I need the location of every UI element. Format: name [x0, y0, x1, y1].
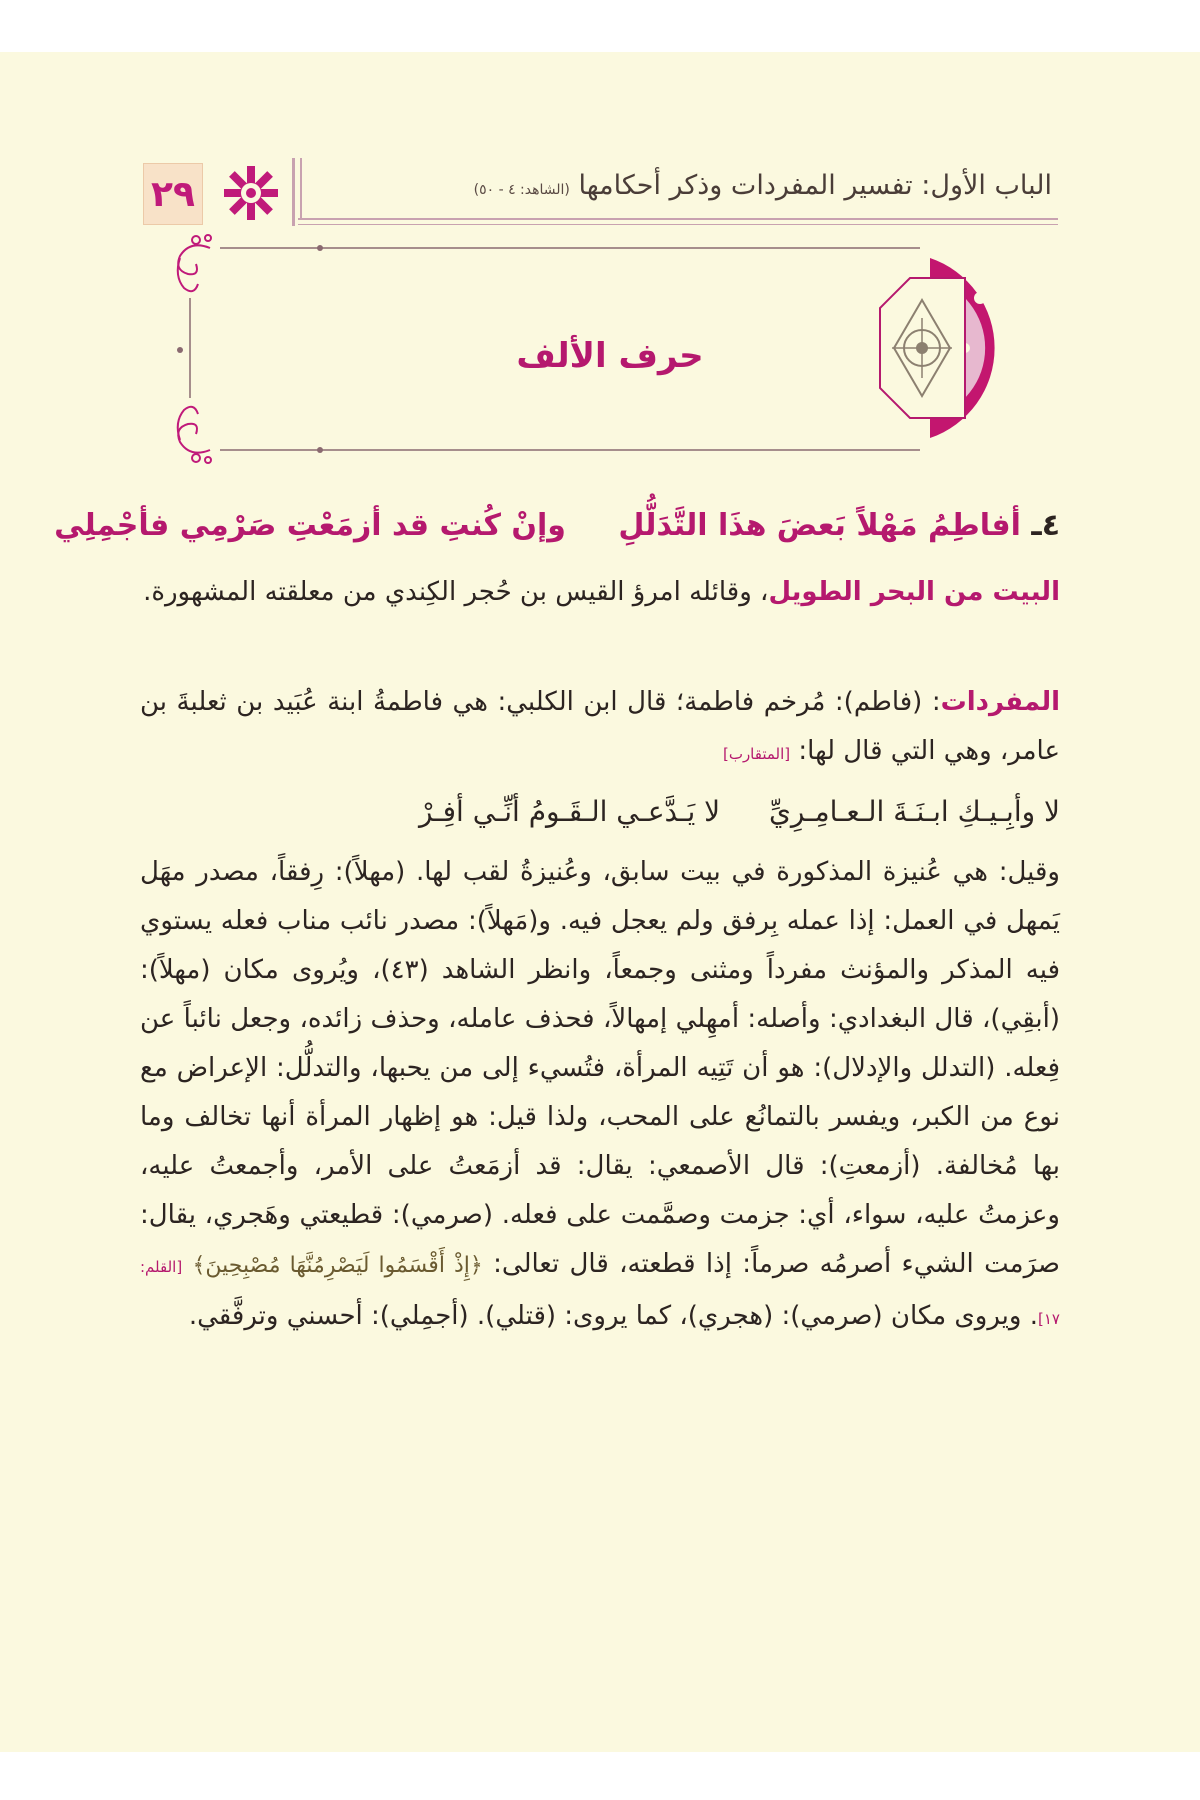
verse-hemistich-1: أفاطِمُ مَهْلاً بَعضَ هذَا التَّدَلُّلِ [618, 508, 1021, 543]
verse-number: ٤ـ [1031, 508, 1060, 543]
star-ornament-icon [220, 162, 282, 224]
explanation-text: وقيل: هي عُنيزة المذكورة في بيت سابق، وعُنيزةُ لقب لها. (مهلاً): رِفقاً، مصدر مهَل يَمهل في العمل: إذا عمله بِرفق ولم يعجل فيه. و(مَهلاً): مصدر نائب مناب فعله يستوي فيه المذكر والمؤنث مفرداً ومثنى وجمعاً، وانظر الشاهد (٤٣)، ويُروى مكان (مهلاً): (أبقِي)، قال البغدادي: وأصله: أمهِلي إمهالاً، فحذف عامله، وحذف زائده، وجعل نائباً عن فِعله. (التدلل والإدلال): هو أن تَتِيه المرأة، فتُسيء إلى من يحبها، والتدلُّل: الإعراض مع نوع من الكبر، ويفسر بالتمانُع على المحب، ولذا قيل: هو إظهار المرأة أنها تخالف وما بها مُخالفة. (أزمعتِ): قال الأصمعي: يقال: قد أزمَعتُ على الأمر، وأجمعتُ عليه، وعزمتُ عليه، سواء، أي: جزمت وصمَّمت على فعله. (صرمي): قطيعتي وهَجري، يقال: صرَمت الشيء أصرمُه صرماً: إذا قطعته، قال تعالى: [140, 857, 1060, 1279]
header-rule [298, 224, 1058, 225]
paragraph-vocabulary [140, 678, 1060, 779]
meter-tag: [المتقارب] [722, 745, 791, 763]
running-title [352, 170, 1052, 201]
paragraph-explanation [140, 848, 1060, 1344]
attribution-text: ، وقائله امرؤ القيس بن حُجر الكِندي من معلقته المشهورة. [143, 577, 769, 607]
quran-reference: [القلم: ١٧] [140, 1258, 1060, 1328]
meter-label: البيت من البحر الطويل [768, 577, 1060, 607]
vocabulary-text: : (فاطم): مُرخم فاطمة؛ قال ابن الكلبي: هي فاطمةُ ابنة عُبَيد بن ثعلبةَ بن عامر، وهي التي قال لها: [140, 687, 1060, 766]
paragraph-attribution [140, 568, 1060, 617]
chapter-title: حرف الألف [516, 336, 704, 376]
geometric-medallion-icon [870, 248, 1040, 448]
quoted-verse [160, 795, 1060, 828]
running-title-text: الباب الأول: تفسير المفردات وذكر أحكامها [578, 170, 1052, 201]
explanation-text-end: . ويروى مكان (صرمي): (هجري)، كما يروى: (قتلي). (أجمِلي): أحسني وترفَّقي. [188, 1301, 1039, 1331]
vocabulary-label: المفردات [940, 687, 1060, 717]
header-rule [298, 218, 1058, 220]
page-number: ٢٩ [143, 163, 203, 225]
quran-quote: ﴿إِذْ أَقْسَمُوا لَيَصْرِمُنَّهَا مُصْبِحِينَ﴾ [192, 1253, 483, 1278]
running-title-range: (الشاهد: ٤ - ٥٠) [473, 182, 570, 198]
header-divider [300, 158, 302, 218]
quoted-hemistich-1: لا وأبِـيـكِ ابـنَـةَ الـعـامِـرِيِّ [769, 795, 1060, 828]
verse-hemistich-2: وإنْ كُنتِ قد أزمَعْتِ صَرْمِي فأجْمِلِي [54, 508, 566, 543]
verse-line [54, 508, 1060, 543]
header-divider [292, 158, 295, 226]
quoted-hemistich-2: لا يَـدَّعـي الـقَـومُ أنِّـي أفِـرْ [418, 795, 721, 828]
